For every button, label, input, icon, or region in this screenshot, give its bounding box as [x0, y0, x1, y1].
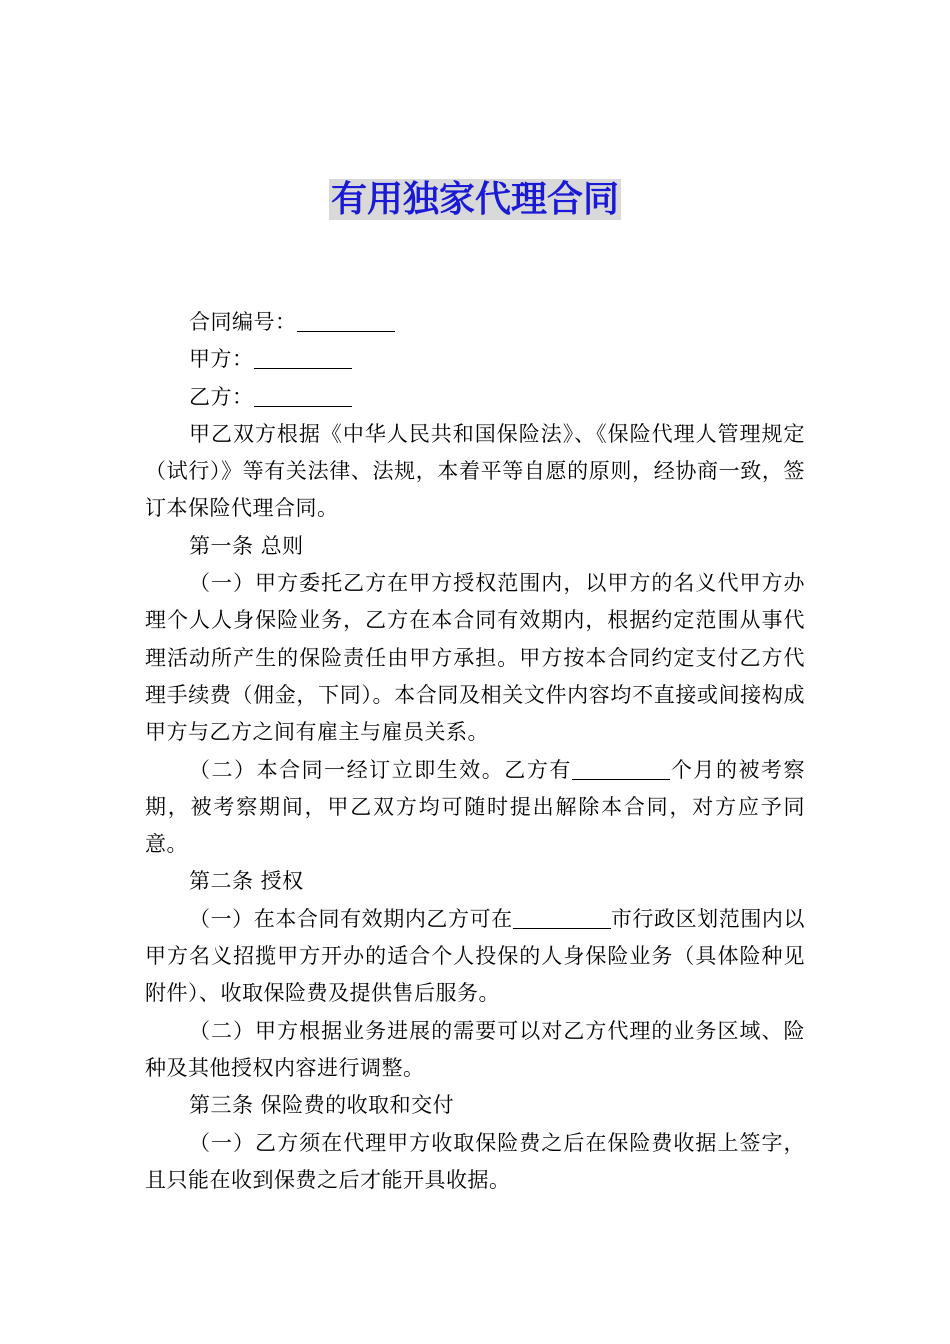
article-1-heading: 第一条 总则 [189, 533, 304, 558]
contract-number-blank [297, 309, 395, 332]
document-body [145, 304, 805, 1199]
article-2-clause-1-before: （一）在本合同有效期内乙方可在 [189, 906, 513, 931]
party-b-label: 乙方： [189, 384, 254, 409]
article-2-clause-1-after: 市行政区划范围内以甲方名义招揽甲方开办的适合个人投保的人身保险业务（具体险种见附件）、收取保险费及提供售后服务。 [145, 906, 805, 1006]
party-a-line [145, 341, 805, 378]
city-blank [513, 906, 611, 929]
article-1-clause-2-before: （二）本合同一经订立即生效。乙方有 [189, 757, 572, 782]
intro-paragraph: 甲乙双方根据《中华人民共和国保险法》、《保险代理人管理规定（试行）》等有关法律、法规，本着平等自愿的原则，经协商一致，签订本保险代理合同。 [145, 421, 805, 521]
document-title-text: 有用独家代理合同 [330, 179, 619, 220]
party-a-blank [254, 346, 352, 369]
party-a-label: 甲方： [189, 347, 254, 372]
article-3-heading: 第三条 保险费的收取和交付 [189, 1093, 455, 1118]
article-1-clause-1: （一）甲方委托乙方在甲方授权范围内，以甲方的名义代甲方办理个人人身保险业务，乙方在本合同有效期内，根据约定范围从事代理活动所产生的保险责任由甲方承担。甲方按本合同约定支付乙方代理手续费（佣金，下同）。本合同及相关文件内容均不直接或间接构成甲方与乙方之间有雇主与雇员关系。 [145, 571, 805, 745]
document-title [0, 178, 950, 222]
contract-number-label: 合同编号： [189, 310, 297, 334]
article-2-clause-2: （二）甲方根据业务进展的需要可以对乙方代理的业务区域、险种及其他授权内容进行调整。 [145, 1018, 805, 1080]
contract-number-line [145, 304, 805, 341]
article-3-clause-1: （一）乙方须在代理甲方收取保险费之后在保险费收据上签字，且只能在收到保费之后才能开具收据。 [145, 1130, 805, 1192]
probation-months-blank [572, 757, 670, 780]
article-1-clause-2-after: 个月的被考察期，被考察期间，甲乙双方均可随时提出解除本合同，对方应予同意。 [145, 757, 806, 857]
party-b-line [145, 379, 805, 416]
article-1-clause-2 [145, 752, 805, 864]
article-2-heading: 第二条 授权 [189, 869, 304, 894]
party-b-blank [254, 384, 352, 407]
article-2-clause-1 [145, 901, 805, 1013]
